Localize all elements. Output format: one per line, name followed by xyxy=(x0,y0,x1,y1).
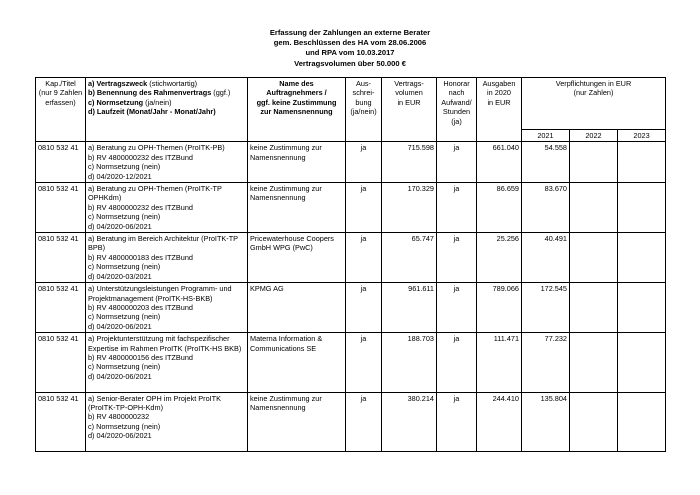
cell-auftragnehmer-line: keine Zustimmung zur xyxy=(250,393,322,403)
cell-vertragszweck-line: a) Beratung zu OPH-Themen (ProITK-TP xyxy=(88,184,222,194)
cell-ausgaben-2020: 789.066 xyxy=(477,283,522,333)
cell-kap-titel: 0810 532 41 xyxy=(36,283,86,333)
cell-vertragszweck-line: BPB) xyxy=(88,243,106,253)
header-year-2023: 2023 xyxy=(618,130,666,142)
cell-vertragszweck-line: b) RV 4800000232 des ITZBund xyxy=(88,202,193,212)
cell-honorar: ja xyxy=(437,392,477,451)
title-line-1: Erfassung der Zahlungen an externe Berater xyxy=(269,28,431,37)
cell-auftragnehmer xyxy=(248,392,346,451)
cell-verpflichtung-2022 xyxy=(570,183,618,233)
cell-verpflichtung-2023 xyxy=(618,392,666,451)
cell-vertragsvolumen: 170.329 xyxy=(382,183,437,233)
cell-ausgaben-2020: 111.471 xyxy=(477,333,522,392)
cell-vertragszweck-line: d) 04/2020-06/2021 xyxy=(88,221,152,231)
cell-auftragnehmer xyxy=(248,233,346,283)
cell-kap-titel: 0810 532 41 xyxy=(36,142,86,183)
cell-vertragszweck-line: OPHKdm) xyxy=(88,193,122,203)
cell-ausgaben-2020: 25.256 xyxy=(477,233,522,283)
cell-vertragszweck-line: d) 04/2020-06/2021 xyxy=(88,431,152,441)
cell-auftragnehmer xyxy=(248,183,346,233)
cell-ausgaben-2020: 86.659 xyxy=(477,183,522,233)
cell-ausschreibung: ja xyxy=(346,392,382,451)
header-auftragnehmer: Name des Auftragnehmers / ggf. keine Zustimmung zur Namensnennung xyxy=(248,78,346,142)
cell-auftragnehmer xyxy=(248,283,346,333)
cell-kap-titel: 0810 532 41 xyxy=(36,233,86,283)
cell-kap-titel: 0810 532 41 xyxy=(36,183,86,233)
cell-verpflichtung-2023 xyxy=(618,333,666,392)
table-row xyxy=(36,333,666,392)
cell-honorar: ja xyxy=(437,233,477,283)
table-row xyxy=(36,142,666,183)
consultant-payments-table xyxy=(35,77,666,452)
title-line-2: gem. Beschlüssen des HA vom 28.06.2006 xyxy=(273,38,427,48)
title-line-3: und RPA vom 10.03.2017 xyxy=(305,48,395,58)
cell-vertragszweck-line: d) 04/2020-06/2021 xyxy=(88,371,152,381)
table-row xyxy=(36,392,666,451)
cell-auftragnehmer-line: keine Zustimmung zur xyxy=(250,184,322,194)
cell-auftragnehmer-line: Namensnennung xyxy=(250,152,306,162)
document-title xyxy=(0,28,700,69)
cell-auftragnehmer xyxy=(248,142,346,183)
header-vertragsvolumen: Vertrags- volumen in EUR xyxy=(382,78,437,142)
cell-ausschreibung: ja xyxy=(346,142,382,183)
cell-verpflichtung-2021: 40.491 xyxy=(522,233,570,283)
cell-auftragnehmer-line: KPMG AG xyxy=(250,284,284,294)
cell-vertragszweck-line xyxy=(88,441,245,450)
cell-vertragszweck-line: d) 04/2020-03/2021 xyxy=(88,271,152,281)
cell-vertragszweck-line: Expertise im Rahmen ProITK (ProITK-HS BKB) xyxy=(88,343,242,353)
cell-vertragszweck-line: b) RV 4800000232 des ITZBund xyxy=(88,152,193,162)
header-honorar: Honorar nach Aufwand/ Stunden (ja) xyxy=(437,78,477,142)
cell-vertragszweck-line: c) Normsetzung (nein) xyxy=(88,312,161,322)
header-year-2021: 2021 xyxy=(522,130,570,142)
cell-kap-titel: 0810 532 41 xyxy=(36,392,86,451)
cell-verpflichtung-2021: 77.232 xyxy=(522,333,570,392)
cell-vertragsvolumen: 188.703 xyxy=(382,333,437,392)
cell-honorar: ja xyxy=(437,283,477,333)
cell-vertragszweck-line: a) Beratung im Bereich Architektur (ProITK-TP xyxy=(88,234,239,244)
cell-vertragszweck xyxy=(86,183,248,233)
cell-verpflichtung-2022 xyxy=(570,142,618,183)
cell-vertragszweck xyxy=(86,333,248,392)
cell-ausschreibung: ja xyxy=(346,333,382,392)
cell-vertragszweck-line: b) RV 4800000156 des ITZBund xyxy=(88,352,193,362)
cell-auftragnehmer-line: keine Zustimmung zur xyxy=(250,143,322,153)
cell-verpflichtung-2021: 83.670 xyxy=(522,183,570,233)
cell-vertragszweck-line: c) Normsetzung (nein) xyxy=(88,362,161,372)
cell-auftragnehmer xyxy=(248,333,346,392)
cell-vertragszweck-line: a) Projektunterstützung mit fachspezifischer xyxy=(88,334,230,344)
cell-honorar: ja xyxy=(437,183,477,233)
cell-auftragnehmer-line: Materna Information & xyxy=(250,334,323,344)
cell-vertragsvolumen: 380.214 xyxy=(382,392,437,451)
cell-vertragszweck-line: c) Normsetzung (nein) xyxy=(88,262,161,272)
cell-auftragnehmer-line: Namensnennung xyxy=(250,193,306,203)
cell-vertragszweck-line: b) RV 4800000183 des ITZBund xyxy=(88,252,193,262)
cell-verpflichtung-2023 xyxy=(618,233,666,283)
cell-verpflichtung-2022 xyxy=(570,233,618,283)
cell-auftragnehmer-line: Namensnennung xyxy=(250,402,306,412)
header-kap-titel: Kap./Titel (nur 9 Zahlen erfassen) xyxy=(36,78,86,142)
cell-vertragszweck-line xyxy=(88,381,245,390)
cell-verpflichtung-2022 xyxy=(570,283,618,333)
cell-verpflichtung-2021: 54.558 xyxy=(522,142,570,183)
cell-vertragszweck xyxy=(86,142,248,183)
cell-vertragszweck-line: c) Normsetzung (nein) xyxy=(88,162,161,172)
table-row xyxy=(36,183,666,233)
cell-verpflichtung-2022 xyxy=(570,333,618,392)
cell-ausschreibung: ja xyxy=(346,233,382,283)
cell-vertragszweck-line: c) Normsetzung (nein) xyxy=(88,421,161,431)
cell-verpflichtung-2023 xyxy=(618,142,666,183)
cell-vertragszweck-line: Projektmanagement (ProITK-HS-BKB) xyxy=(88,293,213,303)
header-ausschreibung: Aus- schrei- bung (ja/nein) xyxy=(346,78,382,142)
cell-vertragszweck-line: a) Unterstützungsleistungen Programm- und xyxy=(88,284,232,294)
cell-honorar: ja xyxy=(437,333,477,392)
cell-honorar: ja xyxy=(437,142,477,183)
cell-auftragnehmer-line: Communications SE xyxy=(250,343,317,353)
cell-vertragszweck-line: b) RV 4800000203 des ITZBund xyxy=(88,302,193,312)
cell-verpflichtung-2023 xyxy=(618,183,666,233)
cell-verpflichtung-2021: 135.804 xyxy=(522,392,570,451)
cell-ausgaben-2020: 244.410 xyxy=(477,392,522,451)
cell-verpflichtung-2022 xyxy=(570,392,618,451)
cell-ausschreibung: ja xyxy=(346,283,382,333)
cell-auftragnehmer-line: GmbH WPG (PwC) xyxy=(250,243,313,253)
cell-vertragszweck xyxy=(86,233,248,283)
cell-vertragsvolumen: 961.611 xyxy=(382,283,437,333)
cell-vertragszweck-line: c) Normsetzung (nein) xyxy=(88,212,161,222)
header-verpflichtungen: Verpflichtungen in EUR (nur Zahlen) xyxy=(522,78,666,130)
cell-vertragsvolumen: 65.747 xyxy=(382,233,437,283)
cell-ausschreibung: ja xyxy=(346,183,382,233)
cell-auftragnehmer-line: Pricewaterhouse Coopers xyxy=(250,234,334,244)
header-ausgaben-2020: Ausgaben in 2020 in EUR xyxy=(477,78,522,142)
cell-vertragszweck-line: b) RV 4800000232 xyxy=(88,412,150,422)
cell-vertragszweck xyxy=(86,283,248,333)
table-row xyxy=(36,283,666,333)
cell-ausgaben-2020: 661.040 xyxy=(477,142,522,183)
cell-vertragszweck-line: d) 04/2020-06/2021 xyxy=(88,321,152,331)
header-year-2022: 2022 xyxy=(570,130,618,142)
cell-vertragszweck-line: a) Senior-Berater OPH im Projekt ProITK xyxy=(88,393,222,403)
cell-verpflichtung-2021: 172.545 xyxy=(522,283,570,333)
header-vertragszweck: a) Vertragszweck (stichwortartig) b) Benennung des Rahmenvertrags (ggf.) c) Normsetzung (ja/nein) d) Laufzeit (Monat/Jahr - Monat/Jahr) xyxy=(86,78,248,142)
cell-vertragszweck xyxy=(86,392,248,451)
cell-vertragszweck-line: (ProITK-TP-OPH-Kdm) xyxy=(88,402,163,412)
title-line-4: Vertragsvolumen über 50.000 € xyxy=(294,58,406,68)
cell-vertragsvolumen: 715.598 xyxy=(382,142,437,183)
cell-vertragszweck-line: a) Beratung zu OPH-Themen (ProITK-PB) xyxy=(88,143,225,153)
cell-verpflichtung-2023 xyxy=(618,283,666,333)
cell-vertragszweck-line: d) 04/2020-12/2021 xyxy=(88,171,152,181)
table-row xyxy=(36,233,666,283)
cell-kap-titel: 0810 532 41 xyxy=(36,333,86,392)
